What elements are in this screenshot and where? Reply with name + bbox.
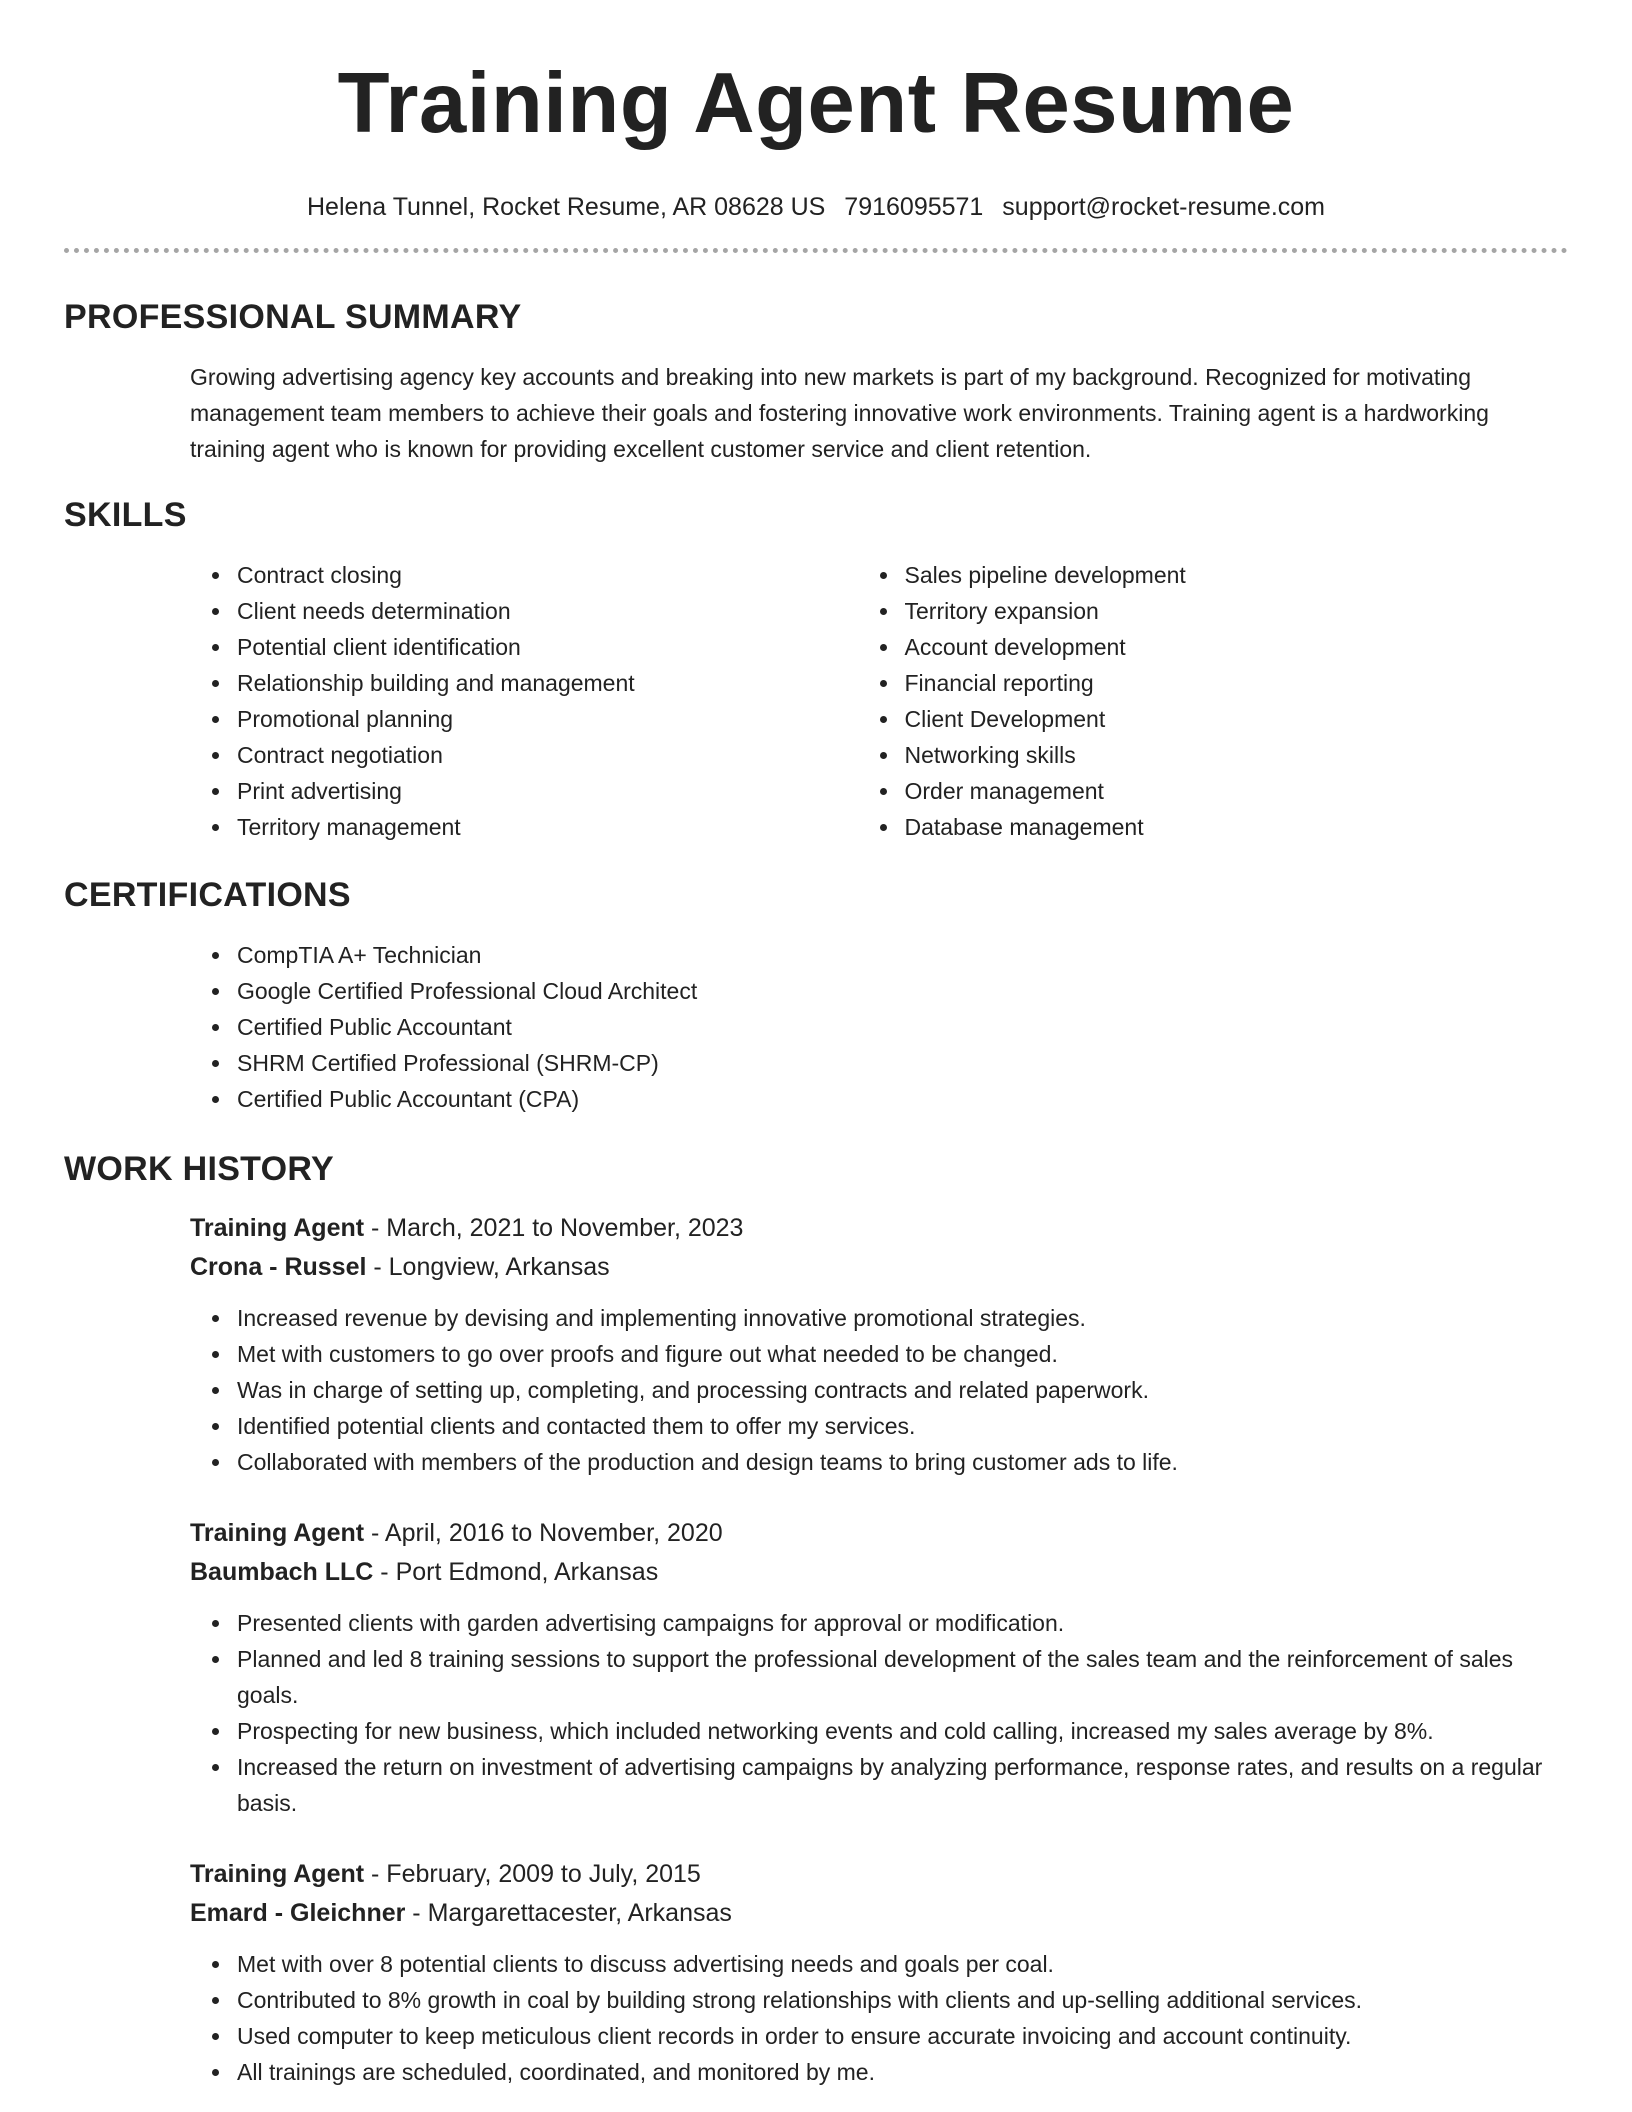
skill-item: • Client needs determination xyxy=(233,593,901,629)
certification-item: • Certified Public Accountant (CPA) xyxy=(233,1081,1568,1117)
job-company-line xyxy=(190,1894,1568,1933)
certification-item: • CompTIA A+ Technician xyxy=(233,937,1568,973)
job-duty: • Identified potential clients and contacted them to offer my services. xyxy=(233,1408,1568,1444)
job-company: Crona - Russel xyxy=(190,1253,367,1281)
job-title: Training Agent xyxy=(190,1860,365,1888)
skill-item: • Relationship building and management xyxy=(233,665,901,701)
skill-item: • Database management xyxy=(901,809,1569,845)
certifications-list xyxy=(64,937,1568,1117)
job-duty: • Was in charge of setting up, completing, and processing contracts and related paperwork. xyxy=(233,1372,1568,1408)
work-history-heading: WORK HISTORY xyxy=(64,1150,334,1188)
job-duty: • Increased revenue by devising and implementing innovative promotional strategies. xyxy=(233,1300,1568,1336)
skill-item: • Contract negotiation xyxy=(233,737,901,773)
certifications-heading: CERTIFICATIONS xyxy=(64,876,351,914)
skill-item: • Territory expansion xyxy=(901,593,1569,629)
job-dates: - February, 2009 to July, 2015 xyxy=(364,1860,701,1888)
skill-item: • Client Development xyxy=(901,701,1569,737)
skill-item: • Account development xyxy=(901,629,1569,665)
skill-item: • Print advertising xyxy=(233,773,901,809)
skill-item: • Order management xyxy=(901,773,1569,809)
certification-item: • Google Certified Professional Cloud Architect xyxy=(233,973,1568,1009)
job-duty: • Planned and led 8 training sessions to support the professional development of the sales team and the reinforcement of sales goals. xyxy=(233,1641,1568,1713)
job-location: - Longview, Arkansas xyxy=(366,1253,610,1281)
skill-item: • Contract closing xyxy=(233,557,901,593)
job-company: Emard - Gleichner xyxy=(190,1899,406,1927)
job-duty: • Met with over 8 potential clients to discuss advertising needs and goals per coal. xyxy=(233,1946,1568,1982)
job-title-line xyxy=(190,1855,1568,1894)
job-duties-list xyxy=(190,1605,1568,1821)
job-duties-list xyxy=(190,1300,1568,1480)
job-duty: • All trainings are scheduled, coordinated, and monitored by me. xyxy=(233,2054,1568,2090)
job-title: Training Agent xyxy=(190,1214,365,1242)
contact-address: Helena Tunnel, Rocket Resume, AR 08628 US xyxy=(306,193,826,221)
job-duty: • Collaborated with members of the production and design teams to bring customer ads to life. xyxy=(233,1444,1568,1480)
skill-item: • Networking skills xyxy=(901,737,1569,773)
resume-page xyxy=(64,0,1568,2090)
job-duty: • Contributed to 8% growth in coal by building strong relationships with clients and up-selling additional services. xyxy=(233,1982,1568,2018)
job-duties-list xyxy=(190,1946,1568,2090)
skills-columns xyxy=(64,557,1568,845)
skill-item: • Potential client identification xyxy=(233,629,901,665)
job-location: - Margarettacester, Arkansas xyxy=(405,1899,732,1927)
job-duty: • Met with customers to go over proofs and figure out what needed to be changed. xyxy=(233,1336,1568,1372)
contact-info xyxy=(64,192,1568,222)
job-title-line xyxy=(190,1209,1568,1248)
contact-phone: 7916095571 xyxy=(844,193,984,221)
skill-item: • Promotional planning xyxy=(233,701,901,737)
skills-list-right xyxy=(732,557,1569,845)
job-duty: • Increased the return on investment of advertising campaigns by analyzing performance, response rates, and results on a regular basis. xyxy=(233,1749,1568,1821)
job-duty: • Used computer to keep meticulous client records in order to ensure accurate invoicing and account continuity. xyxy=(233,2018,1568,2054)
job-duty: • Presented clients with garden advertising campaigns for approval or modification. xyxy=(233,1605,1568,1641)
job-entry xyxy=(190,1514,1568,1821)
job-company-line xyxy=(190,1248,1568,1287)
job-company: Baumbach LLC xyxy=(190,1558,374,1586)
job-company-line xyxy=(190,1553,1568,1592)
summary-text: Growing advertising agency key accounts and breaking into new markets is part of my background. Recognized for motivating management team members to achieve their goals and fostering innovative work environments. Training agent is a hardworking training agent who is known for providing excellent customer service and client retention. xyxy=(190,364,1489,462)
skill-item: • Sales pipeline development xyxy=(901,557,1569,593)
job-entry xyxy=(190,1209,1568,1480)
job-entry xyxy=(190,1855,1568,2090)
skill-item: • Financial reporting xyxy=(901,665,1569,701)
job-dates: - April, 2016 to November, 2020 xyxy=(364,1519,723,1547)
skill-item: • Territory management xyxy=(233,809,901,845)
job-duty: • Prospecting for new business, which included networking events and cold calling, increased my sales average by 8%. xyxy=(233,1713,1568,1749)
job-dates: - March, 2021 to November, 2023 xyxy=(364,1214,744,1242)
header-divider xyxy=(64,248,1568,253)
job-title: Training Agent xyxy=(190,1519,365,1547)
page-title: Training Agent Resume xyxy=(337,56,1295,151)
contact-email: support@rocket-resume.com xyxy=(1002,193,1326,221)
job-title-line xyxy=(190,1514,1568,1553)
certification-item: • SHRM Certified Professional (SHRM-CP) xyxy=(233,1045,1568,1081)
summary-heading: PROFESSIONAL SUMMARY xyxy=(64,298,522,336)
skills-heading: SKILLS xyxy=(64,496,187,534)
certification-item: • Certified Public Accountant xyxy=(233,1009,1568,1045)
job-location: - Port Edmond, Arkansas xyxy=(373,1558,659,1586)
